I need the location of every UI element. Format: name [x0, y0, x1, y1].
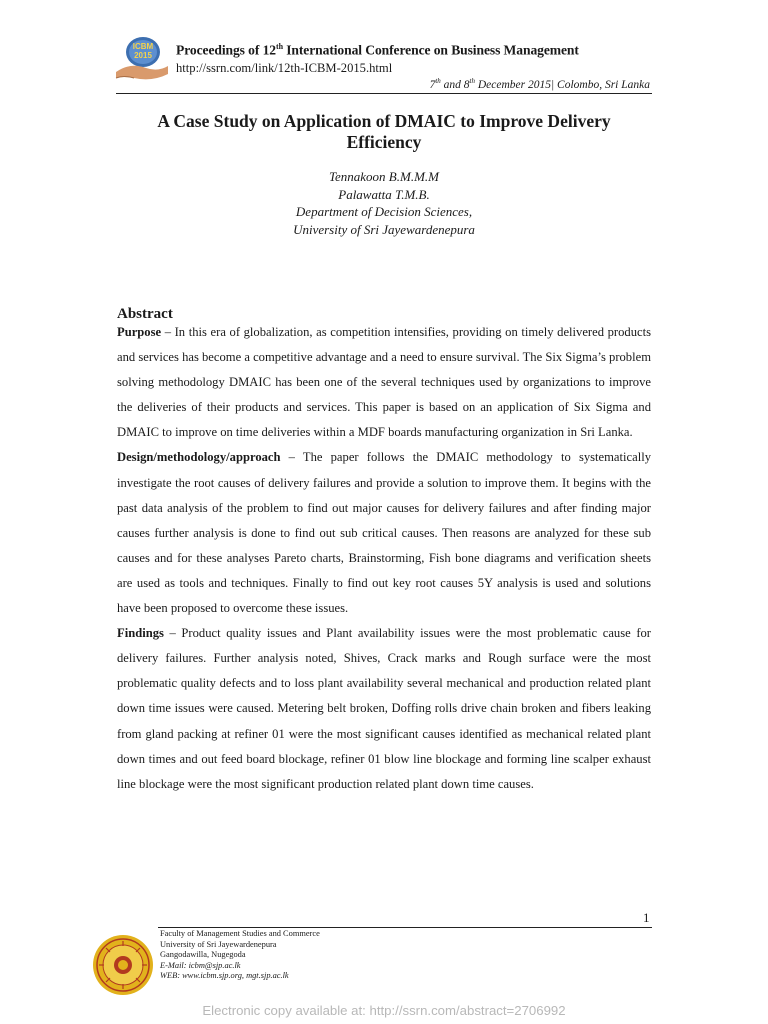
abstract-findings: Findings – Product quality issues and Plant availability issues were the most problematic cause for delivery failures. Further analysis noted, Shives, Crack marks and Rough surface were the most problematic quality defects and to loss plant availability several mechanical and production related plant down time issues were caused. Metering belt broken, Doffing rolls drive chain broken and fibers leaking from gland packing at refiner 01 were the most significant causes identified as mechanical related plant down times and out feed board blockage, refiner 01 blow line blockage and forming line scalper exhaust line blockage were the most significant production related plant down time causes. — [117, 626, 651, 791]
icbm-logo — [112, 32, 170, 82]
abstract-design: Design/methodology/approach – The paper follows the DMAIC methodology to systematically investigate the root causes of delivery failures and provide a solution to improve them. It begins with the past data analysis of the problem to find out major causes for delivery failures and after finding major causes further analysis is done to find out sub critical causes. Then reasons are analyzed for these sub causes and for these analyses Pareto charts, Brainstorming, Fish bone diagrams and verification sheets are used as tools and techniques. Finally to find out key root causes 5Y analysis is used and solutions have been proposed to overcome these issues. — [117, 450, 651, 616]
abstract-purpose: Purpose – In this era of globalization, as competition intensifies, providing on timely delivered products and services has become a competitive advantage and a need to ensure survival. The Six Sigma’s problem solving methodology DMAIC has been one of the several techniques used by organizations to improve the deliveries of their products and services. This paper is based on an application of Six Sigma and DMAIC to improve on time deliveries within a MDF boards manufacturing organization in Sri Lanka. — [117, 325, 651, 440]
web-link[interactable]: WEB: www.icbm.sjp.org, mgt.sjp.ac.lk — [160, 971, 289, 981]
university-seal — [92, 934, 154, 996]
header-divider — [116, 93, 652, 94]
electronic-copy-notice[interactable]: Electronic copy available at: http://ssrn.com/abstract=2706992 — [202, 1003, 566, 1018]
paper-title: A Case Study on Application of DMAIC to Improve Delivery Efficiency — [157, 111, 611, 152]
conference-date-location: 7th and 8th December 2015| Colombo, Sri Lanka — [429, 77, 650, 91]
page-number: 1 — [643, 910, 650, 925]
author-name: Tennakoon B.M.M.M — [328, 169, 439, 184]
author-name: Palawatta T.M.B. — [338, 186, 430, 202]
footer-divider — [158, 927, 652, 928]
affiliation-line: Department of Decision Sciences, — [295, 204, 473, 219]
conference-url[interactable]: http://ssrn.com/link/12th-ICBM-2015.html — [176, 61, 393, 75]
email-link[interactable]: E-Mail: icbm@sjp.ac.lk — [160, 960, 241, 970]
affiliation-line: University of Sri Jayewardenepura — [293, 221, 475, 237]
faculty-contact — [160, 929, 320, 982]
faculty-name: Faculty of Management Studies and Commerce — [160, 929, 320, 938]
abstract-heading: Abstract — [117, 306, 173, 322]
author-block — [116, 168, 652, 238]
university-name: University of Sri Jayewardenepura — [160, 939, 277, 949]
svg-text:2015: 2015 — [134, 51, 152, 60]
svg-text:ICBM: ICBM — [132, 42, 154, 51]
conference-title: Proceedings of 12th International Conference on Business Management — [176, 42, 579, 58]
address-line: Gangodawilla, Nugegoda — [160, 950, 246, 960]
abstract-body — [117, 320, 651, 797]
